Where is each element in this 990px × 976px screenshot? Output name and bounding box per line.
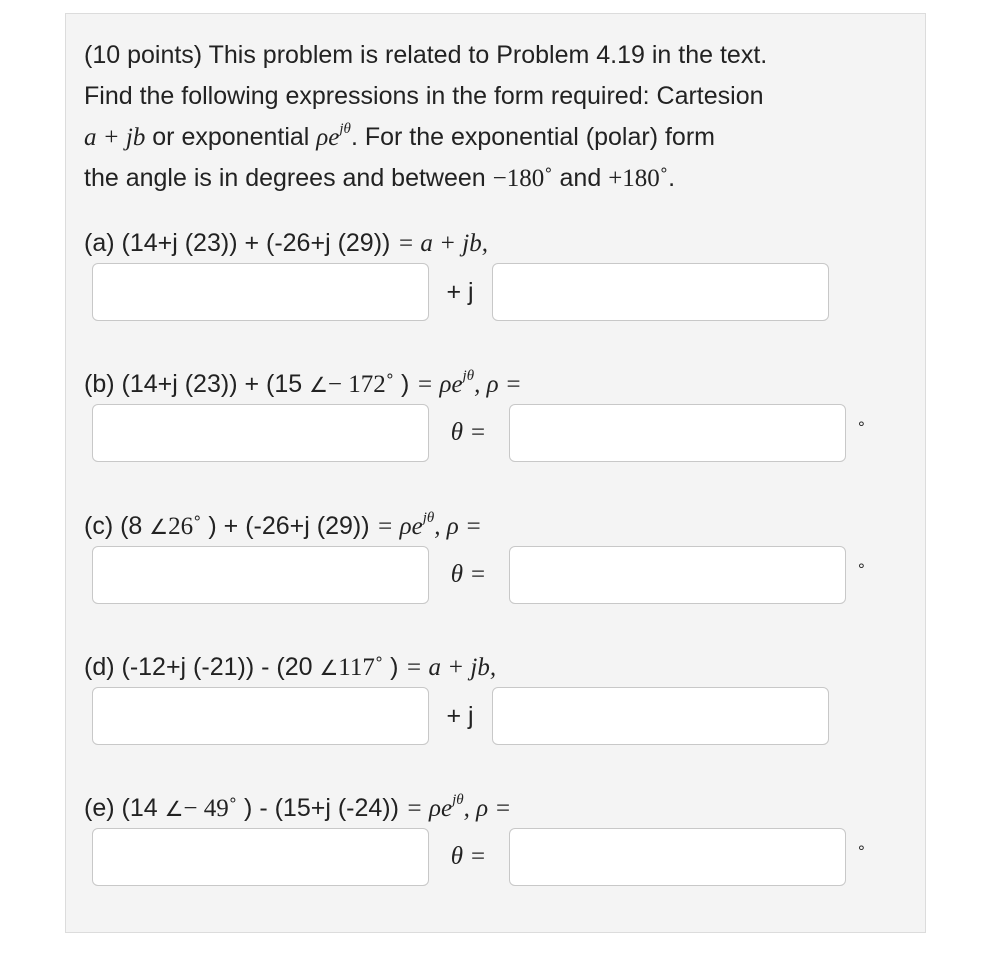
question-b-prefix: (b) (14+j (23)) + (15: [84, 370, 310, 398]
input-c-rho[interactable]: [92, 546, 429, 604]
plus-j-label-a: + j: [446, 278, 474, 306]
question-c-rho-eq: , ρ =: [434, 513, 482, 540]
question-b-rho-eq: , ρ =: [474, 371, 522, 398]
input-d-imag[interactable]: [492, 687, 829, 745]
theta-label-e: θ =: [450, 843, 487, 870]
question-d-rhs: = a + jb,: [405, 654, 497, 681]
plus-j-label-d: + j: [446, 702, 474, 730]
intro-line-3-tail: . For the exponential (polar) form: [350, 123, 715, 151]
theta-label-c: θ =: [450, 561, 487, 588]
question-c: [84, 510, 482, 543]
angle-symbol: ∠: [319, 656, 339, 680]
question-c-prefix: (c) (8: [84, 512, 150, 540]
theta-label-b: θ =: [450, 419, 487, 446]
intro-or-exponential: or exponential: [145, 123, 317, 151]
input-d-real[interactable]: [92, 687, 429, 745]
question-a-text: (a) (14+j (23)) + (-26+j (29)): [84, 229, 391, 257]
question-c-suffix: ) + (-26+j (29)): [201, 512, 377, 540]
question-c-exp-base: = ρe: [376, 513, 423, 540]
question-b: [84, 368, 522, 401]
question-c-angle: 26˚: [168, 513, 202, 540]
intro-line-1: (10 points) This problem is related to Problem 4.19 in the text.: [84, 41, 768, 69]
question-b-angle: − 172˚: [327, 371, 395, 398]
question-d-angle: 117˚: [338, 654, 384, 681]
cartesian-form: a + jb: [84, 124, 146, 151]
degree-unit-c: °: [858, 560, 865, 579]
input-a-real[interactable]: [92, 263, 429, 321]
problem-intro: [84, 35, 914, 199]
degree-unit-b: °: [858, 418, 865, 437]
angle-symbol: ∠: [309, 373, 328, 397]
angle-symbol: ∠: [164, 797, 184, 821]
exp-form-base: ρe: [316, 124, 340, 151]
input-e-theta[interactable]: [509, 828, 846, 886]
intro-and: and: [552, 164, 609, 192]
question-d: [84, 651, 496, 684]
question-e: [84, 792, 511, 825]
degree-unit-e: °: [858, 842, 865, 861]
question-e-exp-sup: jθ: [452, 791, 464, 808]
question-a: [84, 227, 488, 260]
input-c-theta[interactable]: [509, 546, 846, 604]
angle-min: −180˚: [492, 165, 553, 192]
question-e-angle: − 49˚: [183, 795, 238, 822]
angle-symbol: ∠: [149, 515, 169, 539]
question-b-exp-base: = ρe: [416, 371, 463, 398]
question-e-suffix: ) - (15+j (-24)): [237, 794, 406, 822]
input-b-rho[interactable]: [92, 404, 429, 462]
intro-line-2: Find the following expressions in the form required: Cartesion: [84, 82, 764, 110]
question-d-suffix: ): [383, 653, 406, 681]
question-b-exp-sup: jθ: [462, 367, 475, 384]
question-e-rho-eq: , ρ =: [463, 795, 512, 822]
question-e-prefix: (e) (14: [84, 794, 165, 822]
question-a-rhs: = a + jb,: [397, 230, 488, 257]
question-e-exp-base: = ρe: [405, 795, 453, 822]
exp-form-sup: jθ: [339, 120, 351, 137]
question-d-prefix: (d) (-12+j (-21)) - (20: [84, 653, 320, 681]
intro-period: .: [668, 164, 676, 192]
question-b-suffix: ): [394, 370, 417, 398]
problem-panel: [65, 13, 926, 933]
input-a-imag[interactable]: [492, 263, 829, 321]
question-c-exp-sup: jθ: [422, 509, 435, 526]
intro-line-4: the angle is in degrees and between: [84, 164, 493, 192]
angle-max: +180˚: [608, 165, 669, 192]
input-e-rho[interactable]: [92, 828, 429, 886]
input-b-theta[interactable]: [509, 404, 846, 462]
